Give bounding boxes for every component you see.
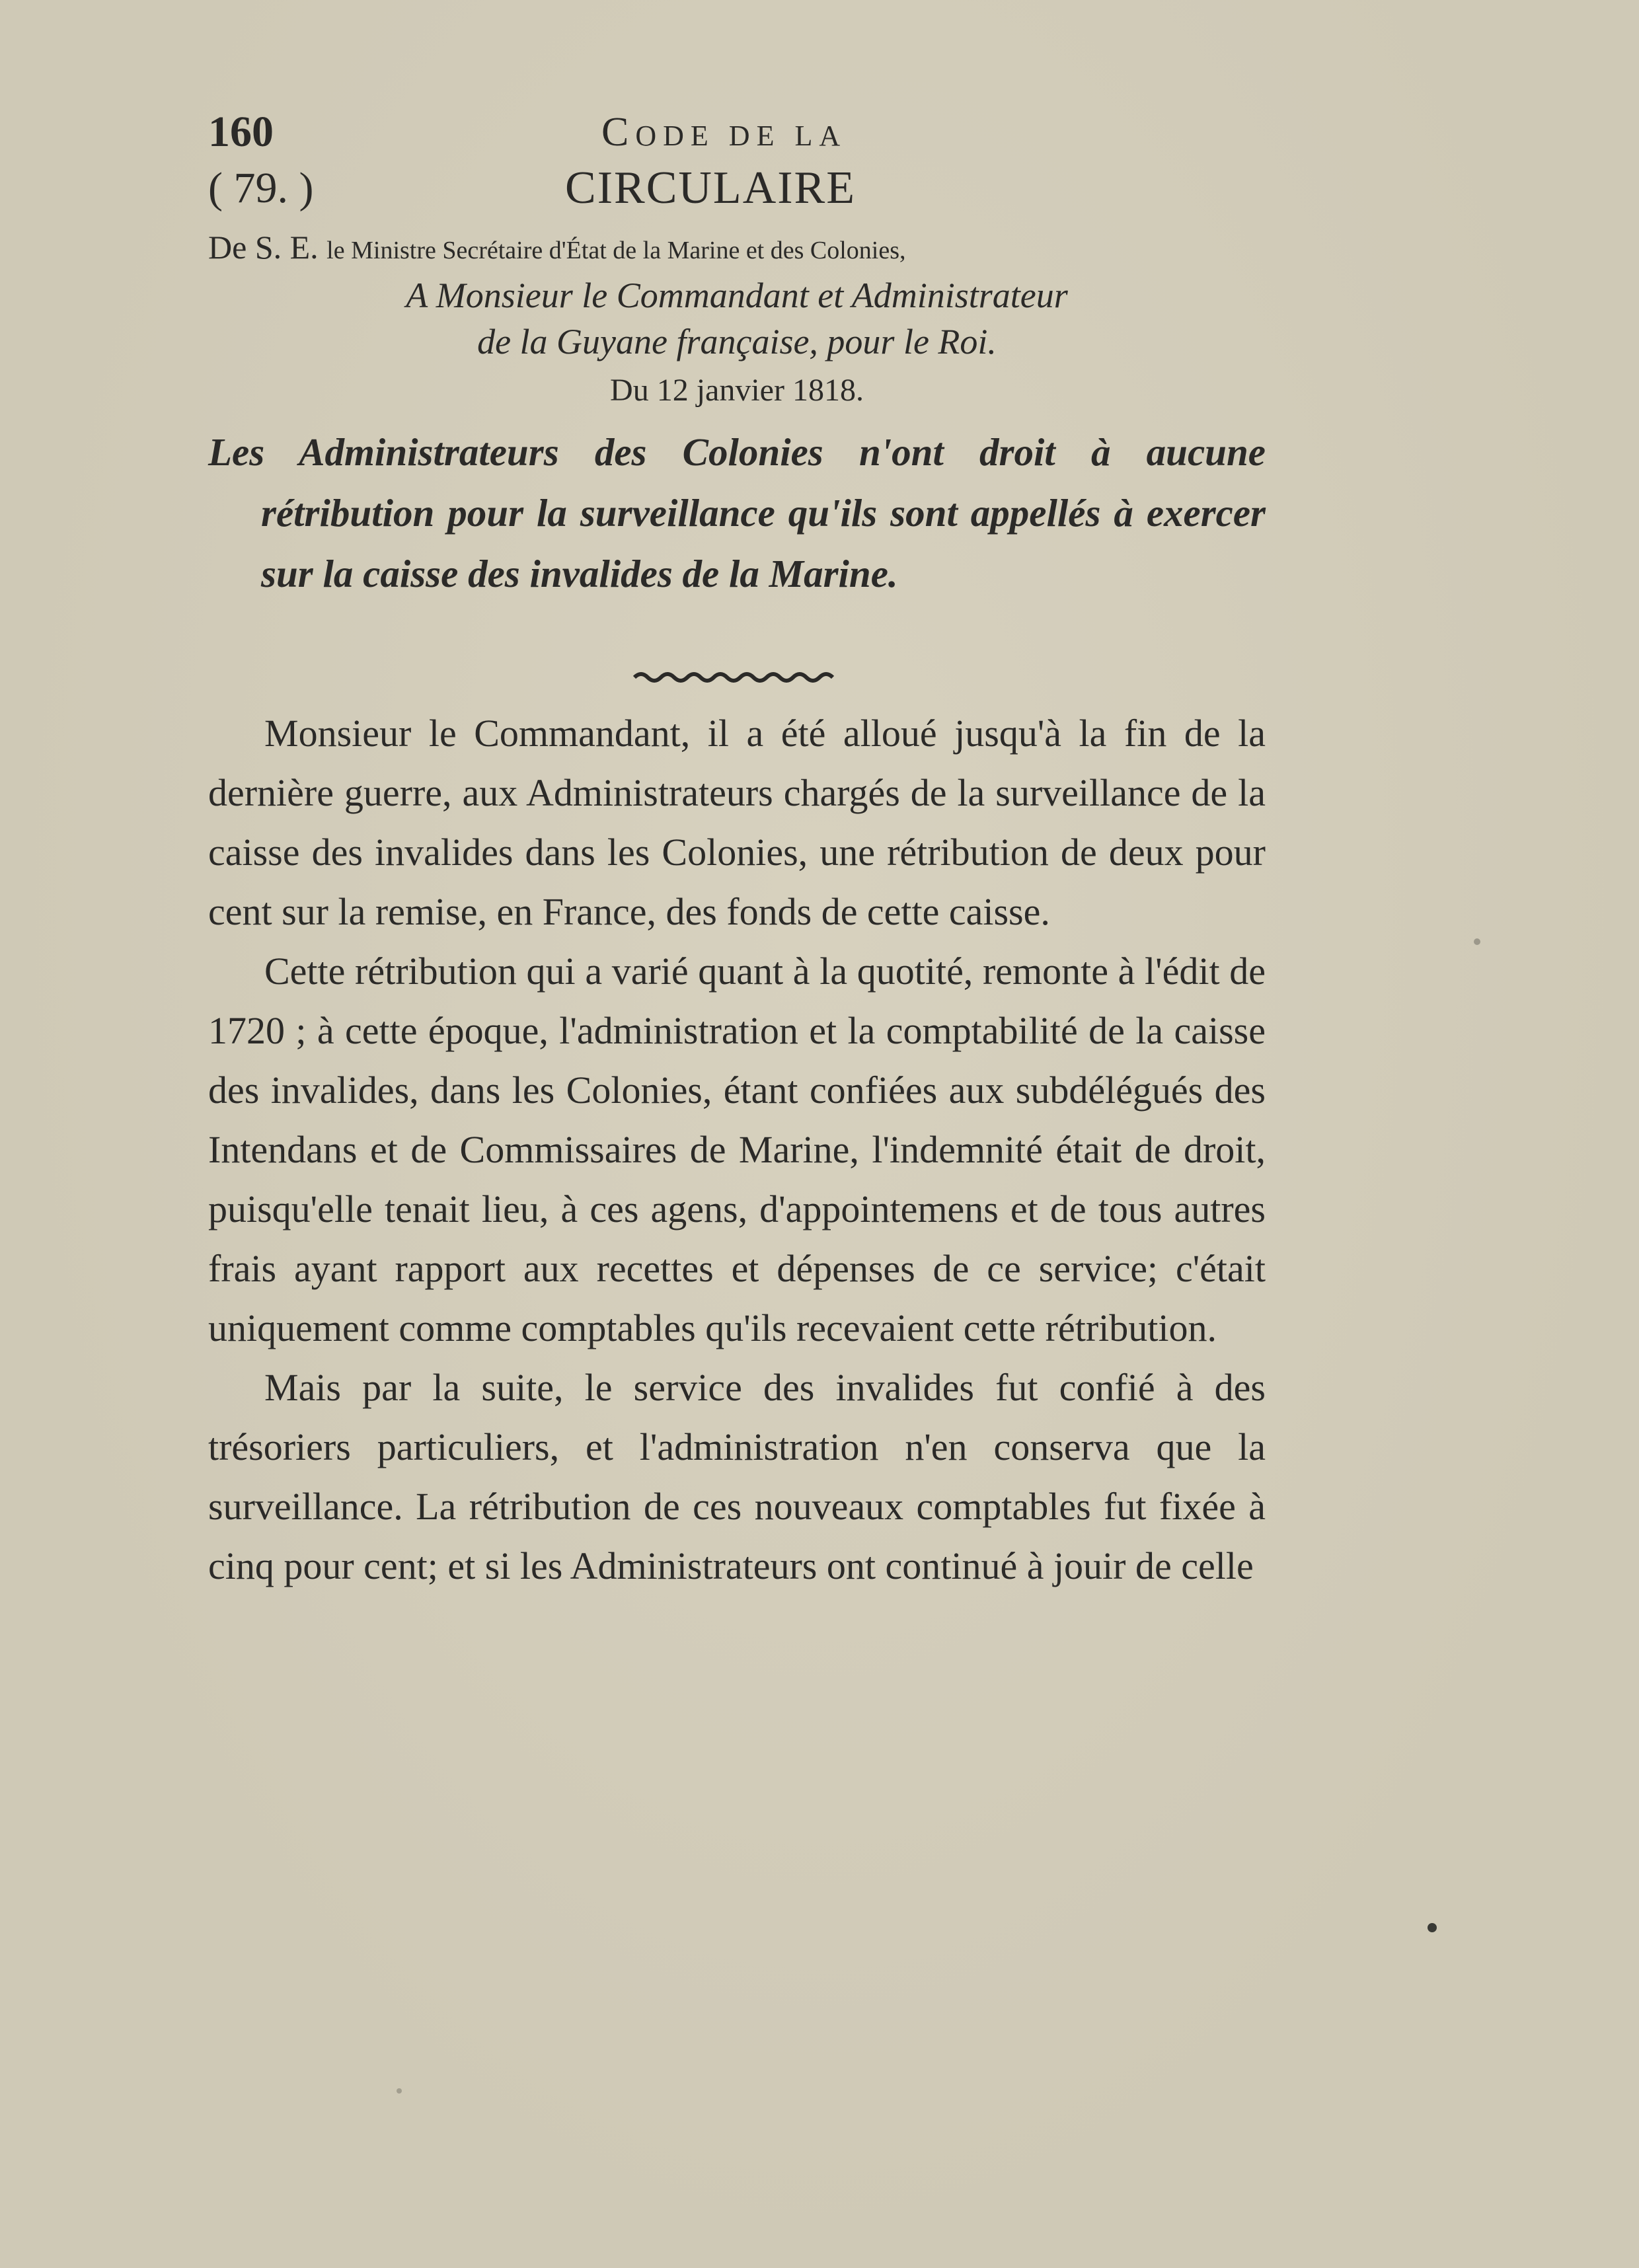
sender-prefix: De [208,229,247,266]
entry-number: ( 79. ) [208,164,314,212]
body-text [208,704,1266,1596]
page-number: 160 [208,108,274,156]
document-date: Du 12 janvier 1818. [610,373,864,408]
paragraph: Monsieur le Commandant, il a été alloué jusqu'à la fin de la dernière guerre, aux Administrateurs chargés de la surveillance de la caisse des invalides dans les Colonies, une rétribution de deux pour cent sur la remise, en France, des fonds de cette caisse. [208,712,1266,933]
paper-speck [1428,1923,1437,1932]
addressee [208,272,1266,365]
sender-title: le Ministre Secrétaire d'État de la Marine et des Colonies, [326,237,906,264]
sender-line [208,225,1266,273]
running-head-rest: ODE DE LA [635,120,847,152]
addressee-line-2: de la Guyane française, pour le Roi. [477,322,997,361]
addressee-line-1: A Monsieur le Commandant et Administrateur [406,276,1068,315]
document-title: CIRCULAIRE [565,163,856,213]
running-head-initial: C [601,110,636,155]
paper-speck [397,2088,402,2094]
summary-heading: Les Administrateurs des Colonies n'ont droit à aucune rétribution pour la surveillance qu'ils sont appellés à exercer sur la caisse des invalides de la Marine. [208,430,1266,595]
paragraph: Mais par la suite, le service des invalides fut confié à des trésoriers particuliers, et l'administration n'en conserva que la surveillance. La rétribution de ces nouveaux comptables fut fixée à cinq pour cent; et si les Administrateurs ont continué à jouir de celle [208,1366,1266,1587]
page-header [208,106,1259,159]
paragraph: Cette rétribution qui a varié quant à la quotité, remonte à l'édit de 1720 ; à cette époque, l'administration et la comptabilité de la caisse des invalides, dans les Colonies, étant confiées aux subdélégués des Intendans et de Commissaires de Marine, l'indemnité était de droit, puisqu'elle tenait lieu, à ces agens, d'appointemens et de tous autres frais ayant rapport aux recettes et dépenses de ce service; c'était uniquement comme comptables qu'ils recevaient cette rétribution. [208,950,1266,1349]
paper-speck [1474,938,1480,945]
running-head [601,106,847,163]
wave-ornament [631,667,843,687]
sender-honorific: S. E. [254,229,319,266]
